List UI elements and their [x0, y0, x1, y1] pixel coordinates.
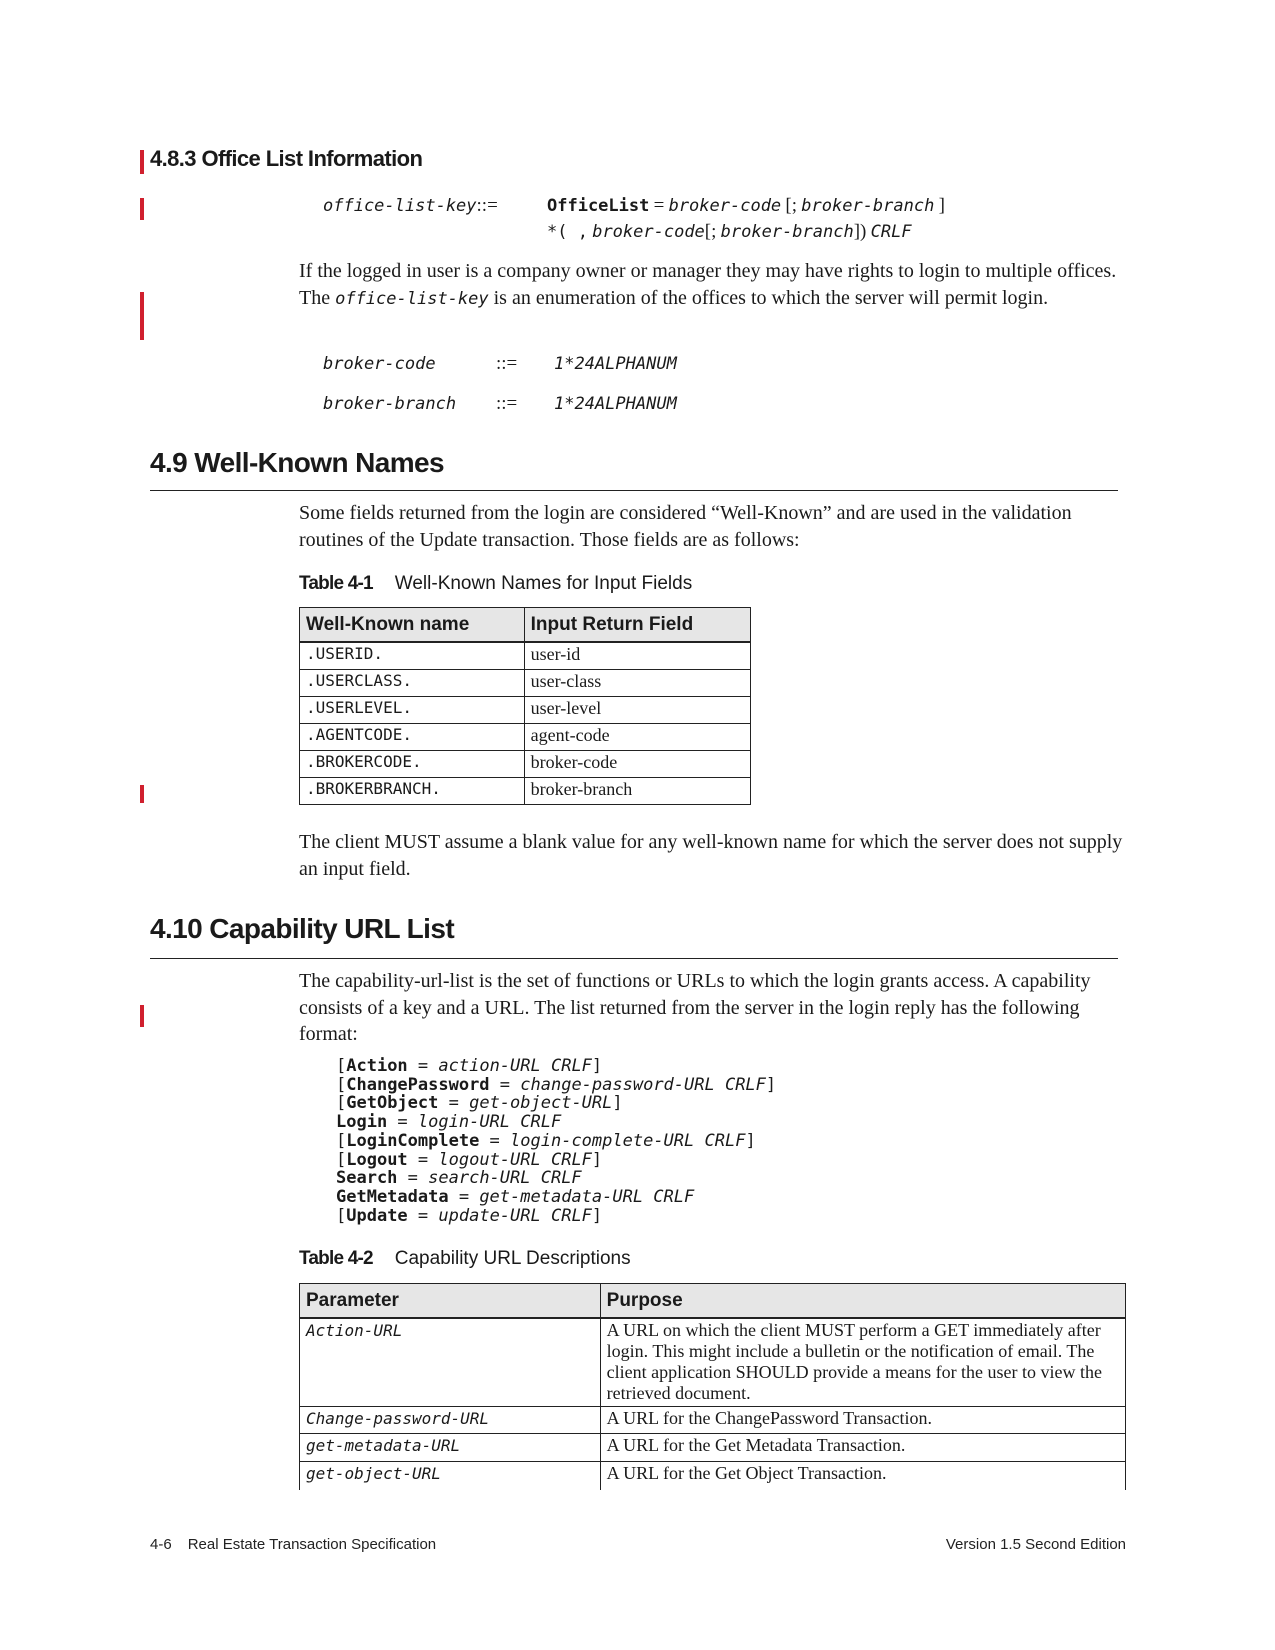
page-footer-left [150, 1536, 436, 1553]
table-title: Well-Known Names for Input Fields [394, 573, 693, 594]
format-line [336, 1151, 776, 1170]
format-eq: = [407, 1205, 439, 1226]
section-heading-4-10: 4.10 Capability URL List [150, 913, 455, 944]
change-bar [140, 785, 144, 803]
table-cell: Change-password-URL [300, 1407, 601, 1434]
table-row [300, 723, 751, 750]
column-header: Input Return Field [524, 608, 750, 643]
section-rule [150, 958, 1118, 959]
table-cell: Action-URL [300, 1318, 601, 1407]
format-eq: = [407, 1149, 439, 1170]
table-row [300, 669, 751, 696]
bracket-open: [ [336, 1130, 347, 1151]
table-cell: A URL for the Get Object Transaction. [600, 1462, 1125, 1490]
grammar-punct: ]) [853, 221, 867, 242]
capability-url-table [299, 1283, 1126, 1490]
format-line [336, 1076, 776, 1095]
format-eq: = [438, 1093, 470, 1114]
grammar-term: broker-branch [720, 222, 854, 242]
format-eq: = [489, 1074, 521, 1095]
bracket-open: [ [336, 1056, 347, 1076]
table-cell: A URL for the ChangePassword Transaction. [600, 1407, 1125, 1434]
format-line [336, 1094, 776, 1113]
bracket-close: ] [591, 1056, 603, 1076]
inline-code: office-list-key [335, 288, 489, 309]
page-footer-right [946, 1536, 1126, 1553]
grammar-punct: [; [785, 195, 798, 216]
table-cell: .AGENTCODE. [300, 723, 525, 750]
definition-value: 1*24ALPHANUM [554, 394, 677, 414]
bracket-open: [ [336, 1093, 347, 1114]
definition-name: broker-code [323, 354, 436, 374]
table-caption [299, 1248, 631, 1270]
table-row [300, 642, 751, 669]
bracket-open: [ [336, 1074, 347, 1095]
column-header: Parameter [300, 1284, 601, 1319]
format-value: get-object-URL [469, 1093, 613, 1114]
grammar-punct: *( , [547, 222, 588, 242]
document-version: Version 1.5 Second Edition [945, 1536, 1126, 1553]
capability-format-list [336, 1057, 776, 1225]
format-value: change-password-URL CRLF [520, 1074, 766, 1095]
table-cell: A URL on which the client MUST perform a GET immediately after login. This might include a bulletin or the notification of email. The client application SHOULD provide a means for the user to view the retrieved document. [600, 1318, 1125, 1407]
grammar-term: CRLF [870, 222, 912, 242]
office-list-grammar-line-1 [547, 195, 945, 217]
definition-value: 1*24ALPHANUM [554, 354, 677, 374]
capability-intro: The capability-url-list is the set of functions or URLs to which the login grants access. A capability consists of a key and a URL. The list returned from the server in the login reply has the following format: [299, 970, 1091, 1045]
format-key: GetMetadata [336, 1186, 449, 1207]
table-cell: .USERCLASS. [300, 669, 525, 696]
bracket-close: ] [591, 1205, 603, 1226]
table-row [300, 1462, 1126, 1490]
grammar-lhs: office-list-key [323, 196, 477, 216]
bracket-open: [ [336, 1205, 347, 1226]
table-row [300, 1407, 1126, 1434]
table-caption [299, 573, 692, 595]
grammar-op: ::= [476, 195, 498, 216]
format-line [336, 1113, 776, 1132]
section-rule [150, 490, 1118, 491]
table-label: Table 4-1 [299, 573, 373, 594]
change-bar [140, 1005, 144, 1027]
bracket-open: [ [336, 1149, 347, 1170]
format-line [336, 1188, 776, 1207]
table-row [300, 750, 751, 777]
format-key: Action [346, 1056, 408, 1076]
table-cell: get-object-URL [300, 1462, 601, 1490]
table-cell: A URL for the Get Metadata Transaction. [600, 1434, 1125, 1462]
grammar-term: broker-code [592, 222, 705, 242]
table-row [300, 1318, 1126, 1407]
format-value: action-URL CRLF [438, 1056, 592, 1076]
office-list-grammar-line-2 [547, 221, 912, 243]
format-line [336, 1057, 776, 1076]
table-row [300, 696, 751, 723]
bracket-close: ] [765, 1074, 777, 1095]
table-cell: broker-code [524, 750, 750, 777]
section-heading-4-9: 4.9 Well-Known Names [150, 447, 445, 478]
grammar-term: broker-code [668, 196, 782, 216]
column-header: Purpose [600, 1284, 1125, 1319]
format-eq: = [407, 1056, 439, 1076]
format-key: Logout [346, 1149, 408, 1170]
format-eq: = [448, 1186, 480, 1207]
table-row [300, 777, 751, 804]
table-cell: .BROKERCODE. [300, 750, 525, 777]
grammar-key: OfficeList [547, 196, 650, 216]
table-cell: broker-branch [524, 777, 750, 804]
table-cell: .USERID. [300, 642, 525, 669]
well-known-names-table [299, 607, 751, 805]
bracket-close: ] [591, 1149, 603, 1170]
paragraph-text: If the logged in user is a company owner or manager they may have rights to login to multiple offices. The [299, 260, 1117, 309]
change-bar [140, 292, 144, 340]
format-value: update-URL CRLF [438, 1205, 592, 1226]
table-row [300, 1434, 1126, 1462]
table-label: Table 4-2 [299, 1248, 373, 1269]
definition-op: ::= [496, 393, 518, 414]
section-heading-4-8-3: 4.8.3 Office List Information [150, 146, 423, 171]
well-known-intro: Some fields returned from the login are considered “Well-Known” and are used in the validation routines of the Update transaction. Those fields are as follows: [299, 502, 1072, 551]
format-eq: = [479, 1130, 511, 1151]
format-value: search-URL CRLF [428, 1168, 582, 1189]
format-value: logout-URL CRLF [438, 1149, 592, 1170]
bracket-close: ] [612, 1093, 623, 1114]
office-list-grammar [323, 195, 498, 217]
definition-row [323, 353, 677, 375]
format-key: Update [346, 1205, 408, 1226]
well-known-outro: The client MUST assume a blank value for any well-known name for which the server does not supply an input field. [299, 831, 1123, 880]
table-cell: user-class [524, 669, 750, 696]
table-cell: user-level [524, 696, 750, 723]
definition-row [323, 393, 677, 415]
table-title: Capability URL Descriptions [394, 1248, 631, 1269]
table-header-row [300, 608, 751, 643]
table-cell: .BROKERBRANCH. [300, 777, 525, 804]
table-header-row [300, 1284, 1126, 1319]
format-value: login-complete-URL CRLF [510, 1130, 746, 1151]
grammar-eq: = [653, 195, 665, 216]
definition-op: ::= [496, 353, 518, 374]
definition-name: broker-branch [323, 394, 457, 414]
format-key: LoginComplete [346, 1130, 480, 1151]
format-value: get-metadata-URL CRLF [479, 1186, 695, 1207]
change-bar [140, 198, 144, 220]
bracket-close: ] [745, 1130, 756, 1151]
office-list-paragraph [299, 258, 1124, 312]
table-cell: user-id [524, 642, 750, 669]
format-line [336, 1132, 776, 1151]
document-title: Real Estate Transaction Specification [187, 1536, 437, 1553]
format-key: ChangePassword [346, 1074, 490, 1095]
format-line [336, 1169, 776, 1188]
format-key: GetObject [346, 1093, 439, 1114]
table-cell: get-metadata-URL [300, 1434, 601, 1462]
format-eq: = [397, 1168, 429, 1189]
format-key: Login [336, 1112, 388, 1133]
table-cell: .USERLEVEL. [300, 696, 525, 723]
format-eq: = [387, 1112, 418, 1133]
format-value: login-URL CRLF [417, 1112, 562, 1133]
page-number: 4-6 [150, 1536, 172, 1553]
column-header: Well-Known name [300, 608, 525, 643]
change-bar [140, 150, 144, 174]
grammar-punct: ] [938, 195, 945, 216]
paragraph-text: is an enumeration of the offices to which the server will permit login. [488, 286, 1049, 309]
format-line [336, 1207, 776, 1226]
grammar-term: broker-branch [801, 196, 935, 216]
grammar-punct: [; [704, 221, 717, 242]
table-cell: agent-code [524, 723, 750, 750]
format-key: Search [336, 1168, 398, 1189]
